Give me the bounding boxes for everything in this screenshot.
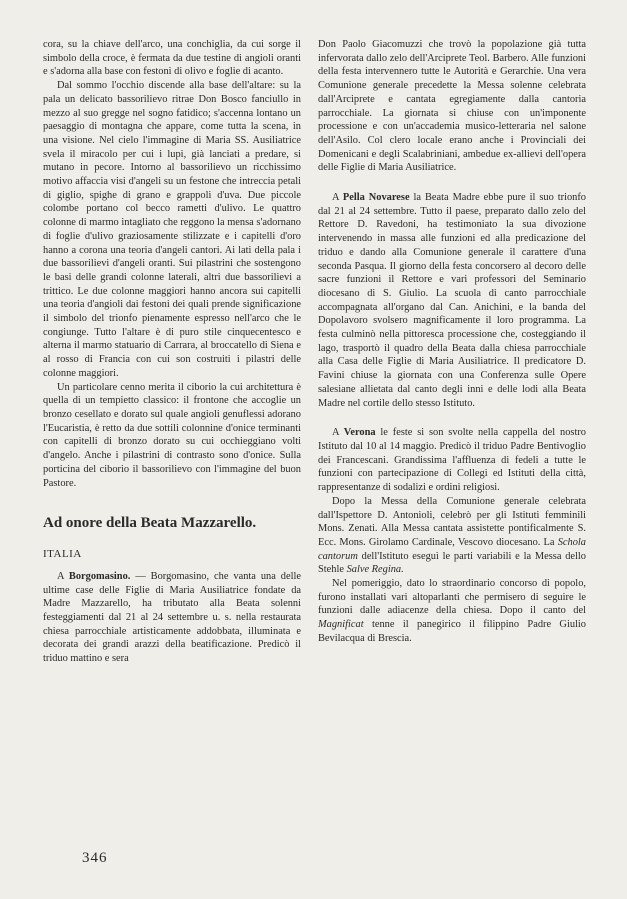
place-name: Borgomasino.	[68, 570, 131, 582]
paragraph: Dal sommo l'occhio discende alla base dell'altare: su la pala un delicato bassorilievo ritrae Don Bosco fanciullo in mezzo al suo gregge nel sogno fatidico; s'accenna lontano un paesaggio di montagna che appare, come tutta la scena, in una visione. Nel cielo l'immagine di Maria SS. Ausiliatrice svela il miracolo per cui i lupi, già lanciati a predare, si mutano in pecore. Intorno al bassorilievo un ricchissimo motivo affaccia visi d'angeli su un festone che intreccia petali di giglio, spighe di grano e grappoli d'uva. Due piccole colombe portano col becco rametti d'ulivo. Le quattro colonne di marmo intagliato che reggono la mensa s'adornano di foglie d'ulivo graziosamente stilizzate e i capitelli d'oro hanno a corona una teoria d'angeli cantori. Ai lati della pala i due bassorilievi d'angeli oranti. Sui pilastrini che sostengono le basi delle grandi colonne laterali, altri due bassorilievi a trittico. Le due colonne maggiori hanno ancora sui capitelli una teoria d'angioli dai festoni dei quali prende significazione il simbolo del trionfo pienamente espresso nell'arco che le congiunge. Tutto l'altare è di puro stile cinquecentesco e alterna il marmo statuario di Carrara, al broccatello di Siena e al rosso di Francia con cui son costruiti i pilastri delle colonne maggiori.	[43, 80, 301, 379]
text: — Borgomasino, che vanta una delle ultime case delle Figlie di Maria Ausiliatrice fondate da Madre Mazzarello, ha tributato alla Beata solenni festeggiamenti dal 21 al 24 settembre u. s. nella restaurata chiesa parrocchiale artisticamente addobbata, illuminata e decorata dei grandi arazzi della beatificazione. Predicò il triduo mattino e sera	[43, 570, 301, 665]
paragraph: Un particolare cenno merita il ciborio la cui architettura è quella di un tempietto classico: il frontone che accoglie un bronzo cesellato e dorato sul quale angioli genuflessi adorano l'Eucaristia, è retto da due sottili colonnine d'onice terminanti con capitelli di bronzo dorato su cui occhieggiano volti d'angelo. Anche i pilastrini di contrasto sono d'onice. Sulla porticina del ciborio il bassorilievo con l'immagine del buon Pastore.	[43, 381, 301, 489]
paragraph	[318, 426, 586, 495]
text: la Beata Madre ebbe pure il suo trionfo dal 21 al 24 settembre. Tutto il paese, preparato dallo zelo del Rettore D. Ravedoni, ha testimoniato la sua divozione intervenendo in massa alle funzioni ed alla predicazione del triduo e dando alla Comunione generale il carattere d'una seconda Pasqua. Il giorno della festa concorsero al decoro delle sacre funzioni il Rettore e vari professori del Seminario diocesano di S. Giulio. La scuola di canto parrocchiale accompagnata all'organo dal Can. Anichini, e la banda del Dopolavoro svolsero magnificamente il loro programma. La festa culminò nella pittoresca processione che, costeggiando il lago, trasportò il quadro della Beata dalla chiesa parrocchiale alla Casa delle Figlie di Maria Ausiliatrice. Il predicatore D. Favini chiuse la giornata con una Conferenza sulle Opere salesiane allietata dal canto degli inni e delle lodi alla Beata Madre nel cortile dello stesso Istituto.	[318, 192, 587, 409]
italic-text: Magnificat	[318, 619, 364, 631]
paragraph	[318, 577, 586, 646]
text: Dopo la Messa della Comunione generale celebrata dall'Ispettore D. Antonioli, celebrò per gli Istituti femminili Mons. Zenati. Alla Messa cantata assistette pontificalmente S. Ecc. Mons. Girolamo Cardinale, Vescovo diocesano. La	[318, 495, 586, 548]
italic-text: Salve Regina.	[346, 564, 404, 576]
place-name: Verona	[343, 427, 376, 439]
paragraph	[318, 191, 586, 410]
paragraph: Don Paolo Giacomuzzi che trovò la popolazione già tutta infervorata dallo zelo dell'Arciprete Teol. Barbero. Alle funzioni della festa intervennero tutte le Autorità e Gerarchie. Una vera Comunione generale precedette la Messa solenne celebrata dall'Arciprete e cantata egregiamente dalla cantoria parrocchiale. La giornata si chiuse con un'imponente processione e con un'accademia musico-letteraria nel salone dell'Asilo. Col clero locale erano anche i Provinciali dei Domenicani e degli Scalabriniani, ambedue ex-allievi dell'opera delle Figlie di Maria Ausiliatrice.	[318, 39, 586, 174]
left-column	[43, 38, 301, 666]
text: A	[57, 570, 69, 582]
section-title: Ad onore della Beata Mazzarello.	[43, 515, 257, 532]
paragraph: cora, su la chiave dell'arco, una conchiglia, da cui sorge il simbolo della croce, è fermata da due testine di angioli oranti e s'adorna alla base con festoni di olivo e foglie di acanto.	[43, 39, 301, 78]
text: Nel pomeriggio, dato lo straordinario concorso di popolo, furono installati vari altoparlanti che permisero di seguire le funzioni dalle adiacenze della chiesa. Dopo il canto del	[318, 578, 586, 617]
page-number: 346	[82, 850, 108, 866]
paragraph	[318, 495, 586, 577]
right-column	[318, 38, 586, 646]
paragraph	[43, 570, 301, 666]
text: A	[332, 427, 344, 439]
italic-text: Schola cantorum	[318, 536, 586, 562]
text: A	[332, 192, 343, 204]
text: dell'Istituto eseguì le parti variabili e la Messa dello Stehle	[318, 550, 586, 576]
text: le feste si son svolte nella cappella del nostro Istituto dal 10 al 14 maggio. Predicò il triduo Padre Bentivoglio dei Francescani. Grandissima l'affluenza di fedeli a tutte le funzioni con partecipazione di Collegi ed Istituti della città, rappresentanze di sodalizi e ordini religiosi.	[318, 427, 587, 494]
text: tenne il panegirico il filippino Padre Giulio Bevilacqua di Brescia.	[318, 619, 586, 644]
place-name: Pella Novarese	[342, 192, 410, 204]
country-heading: ITALIA	[43, 548, 82, 561]
